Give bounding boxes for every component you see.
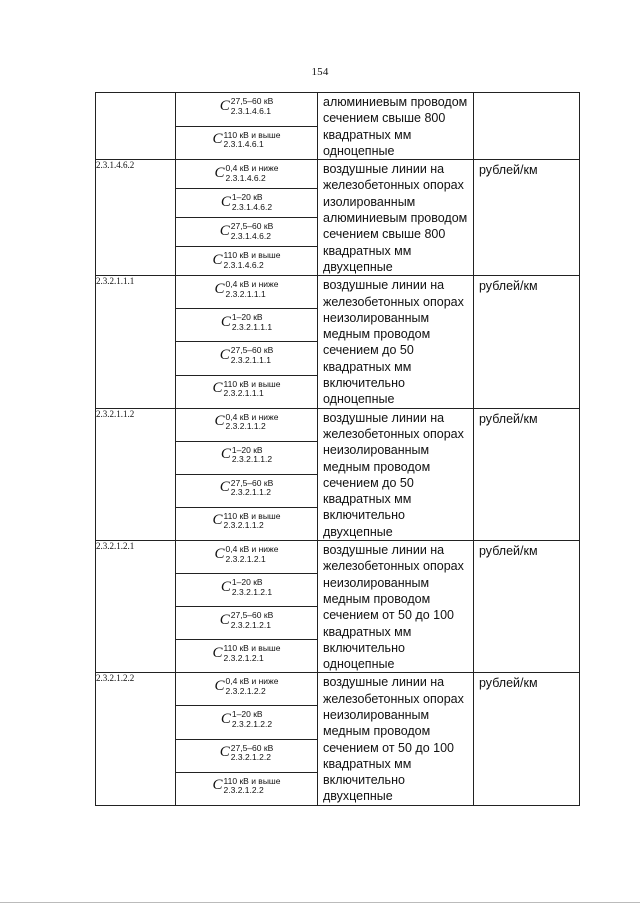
rate-symbol xyxy=(176,740,317,766)
rate-symbol xyxy=(176,673,317,699)
rate-symbol xyxy=(176,93,317,119)
unit-cell xyxy=(474,93,580,160)
rate-symbol-letter: C xyxy=(214,545,225,562)
rate-symbol-cell xyxy=(176,673,318,706)
code-cell: 2.3.2.1.1.2 xyxy=(96,408,176,540)
unit-cell xyxy=(474,541,580,673)
code-cell: 2.3.1.4.6.2 xyxy=(96,160,176,276)
rate-symbol-letter: C xyxy=(220,578,231,595)
rate-symbol xyxy=(176,189,317,215)
rate-symbol-scripts xyxy=(226,545,279,563)
rate-symbol-letter: C xyxy=(219,97,230,114)
voltage-class: 0,4 кВ и ниже xyxy=(225,163,279,174)
rate-index: 2.3.2.1.2.1 xyxy=(225,553,266,564)
rate-symbol-cell xyxy=(176,574,318,607)
rate-symbol-scripts xyxy=(224,644,281,662)
rate-symbol xyxy=(176,342,317,368)
rate-symbol-letter: C xyxy=(212,644,223,661)
rate-symbol-scripts xyxy=(224,777,281,795)
rate-symbol-letter: C xyxy=(219,346,230,363)
rate-index: 2.3.1.4.6.2 xyxy=(225,172,266,183)
page-edge-line xyxy=(0,902,640,903)
rate-symbol-scripts xyxy=(232,313,272,331)
rate-symbol-cell xyxy=(176,342,318,375)
voltage-class: 110 кВ и выше xyxy=(223,775,281,786)
rate-symbol-letter: C xyxy=(214,413,225,430)
rate-symbol-cell xyxy=(176,189,318,218)
line-description: воздушные линии на железобетонных опорах изолированным алюминиевым проводом сечением свыше 800 квадратных мм двухцепные xyxy=(323,162,468,274)
rate-symbol-scripts xyxy=(232,578,272,596)
rate-symbol-scripts xyxy=(226,677,279,695)
rate-index: 2.3.2.1.2.2 xyxy=(230,752,271,763)
rate-symbol xyxy=(176,127,317,153)
rate-symbol xyxy=(176,541,317,567)
rate-symbol xyxy=(176,247,317,273)
rate-symbol-cell xyxy=(176,441,318,474)
voltage-class: 1–20 кВ xyxy=(231,577,263,588)
rate-symbol-scripts xyxy=(224,380,281,398)
line-description: воздушные линии на железобетонных опорах неизолированным медным проводом сечением от 50 до 100 квадратных мм включительно двухцепные xyxy=(323,675,464,804)
voltage-class: 110 кВ и выше xyxy=(223,378,281,389)
voltage-class: 0,4 кВ и ниже xyxy=(225,411,279,422)
unit-cell xyxy=(474,160,580,276)
rate-index: 2.3.2.1.1.1 xyxy=(230,354,271,365)
table-row xyxy=(96,541,580,574)
voltage-class: 27,5–60 кВ xyxy=(230,96,274,106)
rate-symbol-letter: C xyxy=(220,313,231,330)
description-cell xyxy=(318,276,474,408)
rate-symbol-scripts xyxy=(231,611,273,629)
rate-symbol-scripts xyxy=(226,280,279,298)
rate-index: 2.3.2.1.1.1 xyxy=(225,288,266,299)
rate-index: 2.3.2.1.2.1 xyxy=(231,586,273,597)
rate-symbol-scripts xyxy=(231,97,273,115)
rate-symbol-letter: C xyxy=(212,131,223,148)
rate-symbol-cell xyxy=(176,706,318,739)
rate-index: 2.3.2.1.1.2 xyxy=(231,454,273,465)
voltage-class: 1–20 кВ xyxy=(231,444,263,455)
rate-symbol xyxy=(176,409,317,435)
rate-symbol-letter: C xyxy=(212,512,223,529)
rate-symbol-cell xyxy=(176,640,318,673)
rate-symbol xyxy=(176,706,317,732)
rate-symbol-scripts xyxy=(224,131,281,149)
unit-cell xyxy=(474,673,580,805)
rate-symbol-scripts xyxy=(226,164,279,182)
rate-index: 2.3.2.1.2.2 xyxy=(231,718,273,729)
voltage-class: 1–20 кВ xyxy=(231,192,263,203)
rate-symbol xyxy=(176,574,317,600)
rate-symbol-cell xyxy=(176,474,318,507)
voltage-class: 27,5–60 кВ xyxy=(230,742,274,753)
line-description: воздушные линии на железобетонных опорах неизолированным медным проводом сечением до 50 квадратных мм включительно одноцепные xyxy=(323,278,464,407)
unit-label: рублей/км xyxy=(479,411,538,426)
rate-symbol-scripts xyxy=(232,710,272,728)
rate-symbol-cell xyxy=(176,160,318,189)
rate-symbol-scripts xyxy=(224,251,281,269)
rate-symbol-scripts xyxy=(224,512,281,530)
unit-label: рублей/км xyxy=(479,676,538,691)
rate-symbol-letter: C xyxy=(220,710,231,727)
rate-symbol-scripts xyxy=(226,413,279,431)
code-cell: 2.3.2.1.2.1 xyxy=(96,541,176,673)
rate-symbol xyxy=(176,607,317,633)
rate-index: 2.3.2.1.1.2 xyxy=(225,421,266,432)
rate-index: 2.3.2.1.2.1 xyxy=(223,652,264,663)
rate-index: 2.3.2.1.2.1 xyxy=(230,619,271,630)
rate-symbol-cell xyxy=(176,276,318,309)
line-description: воздушные линии на железобетонных опорах неизолированным медным проводом сечением до 50 квадратных мм включительно двухцепные xyxy=(323,410,464,539)
rate-symbol-letter: C xyxy=(220,446,231,463)
description-cell xyxy=(318,160,474,276)
rate-symbol-letter: C xyxy=(212,380,223,397)
rate-symbol xyxy=(176,773,317,799)
voltage-class: 27,5–60 кВ xyxy=(230,477,274,488)
page-number: 154 xyxy=(311,66,329,78)
rate-symbol-cell xyxy=(176,218,318,247)
table-row xyxy=(96,93,580,127)
rate-symbol-scripts xyxy=(231,222,273,240)
rate-symbol-cell xyxy=(176,607,318,640)
description-cell xyxy=(318,673,474,805)
voltage-class: 0,4 кВ и ниже xyxy=(225,279,279,290)
rate-index: 2.3.2.1.1.1 xyxy=(231,321,273,332)
rate-symbol-cell xyxy=(176,507,318,540)
rate-index: 2.3.2.1.1.2 xyxy=(230,487,271,498)
rate-symbol-letter: C xyxy=(212,251,223,268)
rate-index: 2.3.2.1.2.2 xyxy=(225,685,266,696)
table-row xyxy=(96,276,580,309)
rate-index: 2.3.1.4.6.1 xyxy=(223,139,264,150)
voltage-class: 110 кВ и выше xyxy=(223,643,281,654)
rate-symbol xyxy=(176,160,317,186)
unit-label: рублей/км xyxy=(479,544,538,559)
rate-symbol-cell xyxy=(176,309,318,342)
description-cell xyxy=(318,541,474,673)
rate-symbol-cell xyxy=(176,126,318,160)
rate-symbol-scripts xyxy=(231,744,273,762)
code-cell xyxy=(96,93,176,160)
voltage-class: 110 кВ и выше xyxy=(223,250,281,261)
rate-symbol xyxy=(176,640,317,666)
line-description: алюминиевым проводом сечением свыше 800 квадратных мм одноцепные xyxy=(323,95,468,158)
rate-symbol-letter: C xyxy=(214,677,225,694)
code-cell: 2.3.2.1.2.2 xyxy=(96,673,176,805)
rate-index: 2.3.2.1.1.2 xyxy=(223,520,264,531)
voltage-class: 1–20 кВ xyxy=(231,709,263,720)
description-cell xyxy=(318,408,474,540)
rate-symbol-cell xyxy=(176,375,318,408)
rate-symbol-cell xyxy=(176,93,318,127)
rate-symbol-cell xyxy=(176,247,318,276)
rate-symbol xyxy=(176,508,317,534)
rate-symbol xyxy=(176,218,317,244)
rate-symbol-letter: C xyxy=(219,479,230,496)
voltage-class: 0,4 кВ и ниже xyxy=(225,544,279,555)
rate-symbol xyxy=(176,475,317,501)
rate-symbol xyxy=(176,442,317,468)
unit-label: рублей/км xyxy=(479,279,538,294)
rate-index: 2.3.2.1.1.1 xyxy=(223,388,264,399)
table-row xyxy=(96,408,580,441)
rate-symbol-cell xyxy=(176,772,318,805)
rate-symbol-scripts xyxy=(232,446,272,464)
code-cell: 2.3.2.1.1.1 xyxy=(96,276,176,408)
rate-index: 2.3.2.1.2.2 xyxy=(223,785,264,796)
rate-symbol-letter: C xyxy=(219,744,230,761)
rate-symbol-letter: C xyxy=(220,193,231,210)
unit-cell xyxy=(474,276,580,408)
rate-symbol-letter: C xyxy=(212,777,223,794)
unit-label: рублей/км xyxy=(479,163,538,178)
rate-symbol-letter: C xyxy=(214,164,225,181)
rate-symbol xyxy=(176,376,317,402)
description-cell xyxy=(318,93,474,160)
voltage-class: 27,5–60 кВ xyxy=(230,610,274,621)
voltage-class: 27,5–60 кВ xyxy=(230,345,274,356)
rate-symbol xyxy=(176,309,317,335)
tariff-table xyxy=(95,92,580,806)
line-description: воздушные линии на железобетонных опорах неизолированным медным проводом сечением от 50 до 100 квадратных мм включительно одноцепные xyxy=(323,543,464,672)
unit-cell xyxy=(474,408,580,540)
rate-symbol-letter: C xyxy=(219,222,230,239)
rate-index: 2.3.1.4.6.2 xyxy=(230,230,271,241)
rate-symbol-letter: C xyxy=(219,611,230,628)
rate-index: 2.3.1.4.6.1 xyxy=(230,105,271,116)
rate-symbol xyxy=(176,276,317,302)
rate-symbol-letter: C xyxy=(214,280,225,297)
table-row xyxy=(96,673,580,706)
table-row xyxy=(96,160,580,189)
rate-symbol-scripts xyxy=(231,479,273,497)
voltage-class: 1–20 кВ xyxy=(231,312,263,323)
voltage-class: 0,4 кВ и ниже xyxy=(225,676,279,687)
rate-index: 2.3.1.4.6.2 xyxy=(231,201,273,212)
voltage-class: 110 кВ и выше xyxy=(223,510,281,521)
rate-symbol-scripts xyxy=(232,193,272,211)
rate-symbol-cell xyxy=(176,739,318,772)
rate-symbol-scripts xyxy=(231,346,273,364)
voltage-class: 110 кВ и выше xyxy=(223,129,281,140)
rate-symbol-cell xyxy=(176,541,318,574)
voltage-class: 27,5–60 кВ xyxy=(230,221,274,232)
rate-symbol-cell xyxy=(176,408,318,441)
rate-index: 2.3.1.4.6.2 xyxy=(223,259,264,270)
